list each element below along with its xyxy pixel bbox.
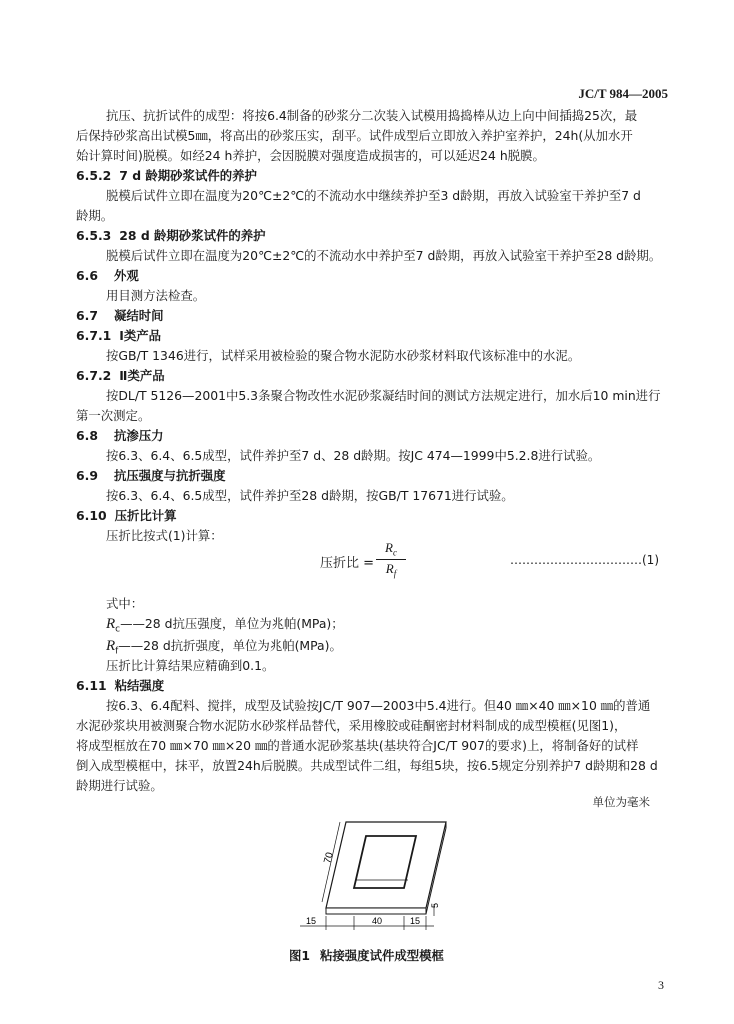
text-line: 龄期进行试验。 bbox=[76, 778, 163, 793]
section-title: 粘结强度 bbox=[114, 678, 165, 693]
dim-left-label: 15 bbox=[306, 916, 317, 926]
text-line: 用目测方法检查。 bbox=[106, 288, 206, 303]
section-number: 6.8 bbox=[76, 428, 98, 443]
text-line: 后保持砂浆高出试模5㎜，将高出的砂浆压实，刮平。试件成型后立即放入养护室养护，24h(从加水开 bbox=[76, 128, 633, 143]
text-line: 按6.3、6.4配料、搅拌，成型及试验按JC/T 907—2003中5.4进行。但40 ㎜×40 ㎜×10 ㎜的普通 bbox=[106, 698, 651, 713]
text-line: 第一次测定。 bbox=[76, 408, 151, 423]
var-description: ——28 d抗折强度，单位为兆帕(MPa)。 bbox=[118, 638, 342, 653]
formula-denominator: $R_f$ bbox=[385, 560, 397, 579]
section-heading-6-11 bbox=[76, 676, 164, 696]
dim-thick-label: 5 bbox=[430, 902, 440, 908]
var-symbol: R bbox=[106, 616, 116, 632]
paragraph-6-5-2 bbox=[76, 186, 666, 226]
paragraph-molding bbox=[76, 106, 666, 166]
where-label: 式中： bbox=[106, 596, 144, 611]
equation-number: ……………………………(1) bbox=[510, 553, 659, 567]
section-number: 6.5.2 bbox=[76, 168, 112, 183]
paragraph-6-5-3 bbox=[76, 246, 666, 266]
unit-note: 单位为毫米 bbox=[592, 795, 650, 809]
figure-number: 图1 bbox=[289, 948, 311, 963]
var-symbol: R bbox=[106, 638, 116, 654]
variable-rf: $R_f——28$ d抗折强度，单位为兆帕(MPa)。 bbox=[106, 638, 342, 657]
figure-title: 粘接强度试件成型模框 bbox=[320, 948, 444, 963]
figure-caption bbox=[289, 946, 454, 964]
paragraph-6-7-1 bbox=[76, 346, 666, 366]
section-heading-6-6 bbox=[76, 266, 139, 286]
formula-lhs: 压折比 = bbox=[320, 556, 375, 571]
section-title: 抗渗压力 bbox=[114, 428, 164, 443]
section-number: 6.7.2 bbox=[76, 368, 112, 383]
paragraph-6-6 bbox=[76, 286, 666, 306]
frame-edge bbox=[326, 908, 426, 914]
text-line: 脱模后试件立即在温度为20℃±2℃的不流动水中养护至7 d龄期，再放入试验室干养护至28 d龄期。 bbox=[106, 248, 662, 263]
section-title: 7 d 龄期砂浆试件的养护 bbox=[119, 168, 257, 183]
text-line: 抗压、抗折试件的成型：将按6.4制备的砂浆分二次装入试模用捣捣棒从边上向中间插捣25次，最 bbox=[106, 108, 638, 123]
section-number: 6.6 bbox=[76, 268, 98, 283]
paragraph-6-11 bbox=[76, 696, 666, 796]
text-line: 将成型框放在70 ㎜×70 ㎜×20 ㎜的普通水泥砂浆基块(基块符合JC/T 907的要求)上，将制备好的试样 bbox=[76, 738, 639, 753]
dim-side-label: 70 bbox=[322, 851, 336, 865]
var-description: ——28 d抗压强度，单位为兆帕(MPa)； bbox=[120, 616, 344, 631]
section-heading-6-5-3 bbox=[76, 226, 266, 246]
text-line: 龄期。 bbox=[76, 208, 114, 223]
section-title: 抗压强度与抗折强度 bbox=[114, 468, 226, 483]
variable-rc: $R_c——28$ d抗压强度，单位为兆帕(MPa)； bbox=[106, 616, 344, 635]
section-heading-6-10 bbox=[76, 506, 177, 526]
section-heading-6-8 bbox=[76, 426, 164, 446]
paragraph-6-10 bbox=[76, 526, 666, 546]
text-line: 倒入成型模框中，抹平，放置24h后脱膜。共成型试件二组，每组5块，按6.5规定分别养护7 d龄期和28 d bbox=[76, 758, 658, 773]
section-title: Ⅰ类产品 bbox=[119, 328, 162, 343]
text-line: 按6.3、6.4、6.5成型，试件养护至7 d、28 d龄期。按JC 474—1999中5.2.8进行试验。 bbox=[106, 448, 601, 463]
section-heading-6-7 bbox=[76, 306, 164, 326]
paragraph-6-8 bbox=[76, 446, 666, 466]
formula-numerator: $R_c$ bbox=[385, 540, 397, 558]
text-line: 按DL/T 5126—2001中5.3条聚合物改性水泥砂浆凝结时间的测试方法规定进行，加水后10 min进行 bbox=[106, 388, 661, 403]
section-title: 凝结时间 bbox=[114, 308, 164, 323]
section-number: 6.9 bbox=[76, 468, 98, 483]
standard-code-header: JC/T 984—2005 bbox=[578, 86, 668, 101]
paragraph-6-7-2 bbox=[76, 386, 666, 426]
section-heading-6-5-2 bbox=[76, 166, 257, 186]
text-line: 始计算时间)脱模。如经24 h养护，会因脱膜对强度造成损害的，可以延迟24 h脱膜。 bbox=[76, 148, 545, 163]
dim-mid-label: 40 bbox=[372, 916, 383, 926]
section-number: 6.11 bbox=[76, 678, 107, 693]
section-number: 6.5.3 bbox=[76, 228, 112, 243]
text-line: 按GB/T 1346进行，试样采用被检验的聚合物水泥防水砂浆材料取代该标准中的水泥。 bbox=[106, 348, 581, 363]
section-heading-6-9 bbox=[76, 466, 226, 486]
text-line: 脱模后试件立即在温度为20℃±2℃的不流动水中继续养护至3 d龄期，再放入试验室干养护至7 d bbox=[106, 188, 641, 203]
text-line: 压折比按式(1)计算： bbox=[106, 528, 223, 543]
section-number: 6.7 bbox=[76, 308, 98, 323]
precision-note: 压折比计算结果应精确到0.1。 bbox=[106, 658, 275, 673]
mold-frame-figure bbox=[300, 812, 470, 940]
section-heading-6-7-2 bbox=[76, 366, 165, 386]
formula-fraction bbox=[376, 540, 406, 578]
dim-right-label: 15 bbox=[410, 916, 421, 926]
section-number: 6.7.1 bbox=[76, 328, 112, 343]
page-number: 3 bbox=[658, 978, 664, 992]
section-title: Ⅱ类产品 bbox=[119, 368, 165, 383]
section-heading-6-7-1 bbox=[76, 326, 161, 346]
text-line: 按6.3、6.4、6.5成型，试件养护至28 d龄期，按GB/T 17671进行试验。 bbox=[106, 488, 514, 503]
section-title: 外观 bbox=[114, 268, 139, 283]
section-title: 28 d 龄期砂浆试件的养护 bbox=[119, 228, 266, 243]
paragraph-6-9 bbox=[76, 486, 666, 506]
section-number: 6.10 bbox=[76, 508, 107, 523]
section-title: 压折比计算 bbox=[114, 508, 177, 523]
text-line: 水泥砂浆块用被测聚合物水泥防水砂浆样品替代，采用橡胶或硅酮密封材料制成的成型模框(见图1)， bbox=[76, 718, 627, 733]
fraction-bar bbox=[376, 559, 406, 560]
